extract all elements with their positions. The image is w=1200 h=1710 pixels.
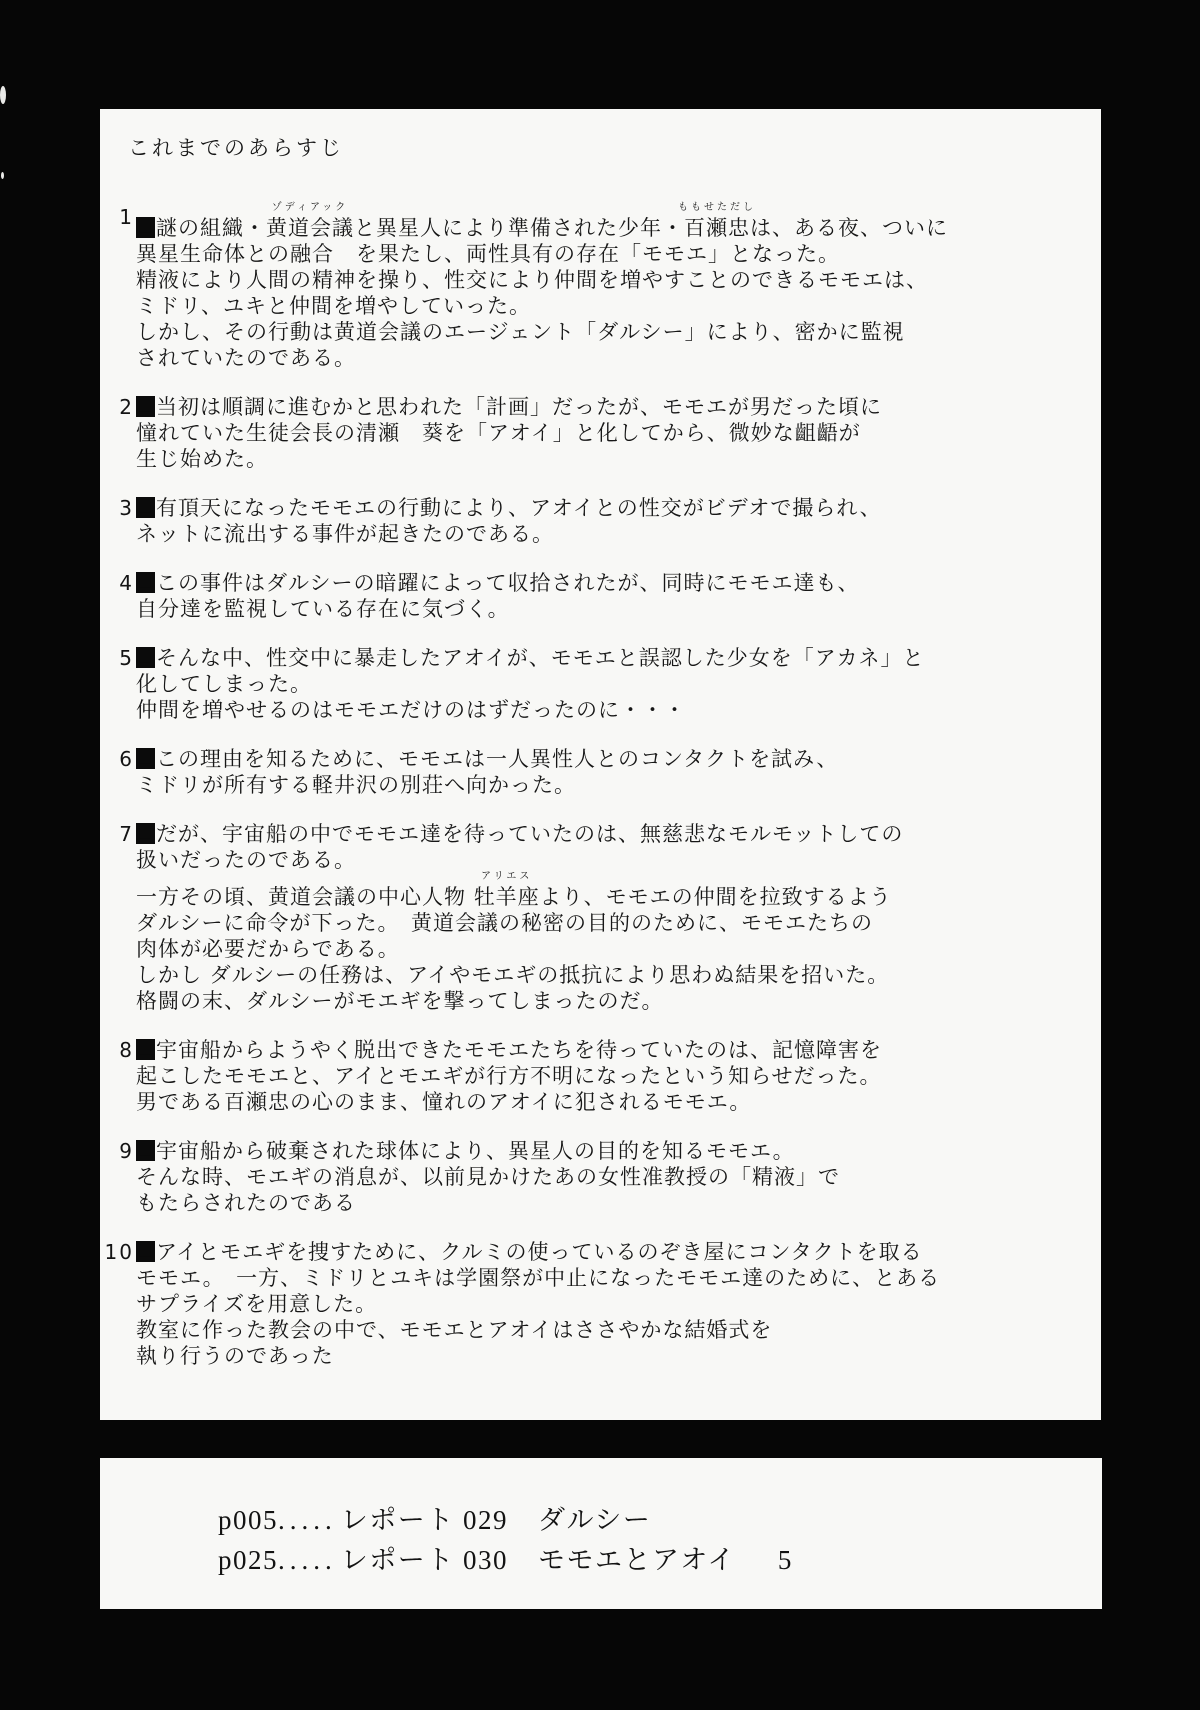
text-line (136, 1343, 1101, 1369)
paragraph-number: 2 (119, 395, 134, 419)
toc-report-label: レポート 029 (340, 1505, 508, 1535)
scan-artifact (1, 172, 4, 179)
text-run: 教室に作った教会の中で、モモエとアオイはささやかな結婚式を (136, 1318, 773, 1342)
text-line (136, 772, 1101, 798)
text-run: 男である百瀬忠の心のまま、憧れのアオイに犯されるモモエ。 (136, 1090, 752, 1114)
synopsis-paragraph (100, 1037, 1101, 1115)
synopsis-paragraph-list (100, 204, 1101, 1369)
text-line (136, 1138, 1101, 1164)
text-run: 仲間を増やせるのはモモエだけのはずだったのに・・・ (136, 698, 686, 722)
text-line (136, 1190, 1101, 1216)
text-line (136, 202, 1101, 241)
toc-volume: 5 (777, 1545, 793, 1575)
paragraph-body (136, 570, 1101, 622)
text-line (136, 1317, 1101, 1343)
toc-title: モモエとアオイ (538, 1545, 736, 1575)
text-line (136, 293, 1101, 319)
text-run: 生じ始めた。 (136, 447, 268, 471)
paragraph-number: 7 (119, 822, 134, 846)
paragraph-body (136, 1037, 1101, 1115)
text-run: 異星生命体との融合 を果たし、両性具有の存在「モモエ」となった。 (136, 242, 840, 266)
text-line (136, 267, 1101, 293)
text-line (136, 1239, 1101, 1265)
synopsis-paragraph (100, 204, 1101, 371)
text-line (136, 821, 1101, 847)
synopsis-paragraph (100, 570, 1101, 622)
paragraph-number: 4 (119, 571, 134, 595)
text-run: されていたのである。 (136, 346, 356, 370)
text-line (136, 345, 1101, 371)
text-line (136, 570, 1101, 596)
text-line (136, 521, 1101, 547)
text-line (136, 847, 1101, 873)
text-run: 当初は順調に進むかと思われた「計画」だったが、モモエが男だった頃に (156, 395, 882, 419)
toc-panel (100, 1458, 1102, 1609)
text-line (136, 241, 1101, 267)
text-run: 格闘の末、ダルシーがモエギを撃ってしまったのだ。 (136, 989, 664, 1013)
black-square-bullet: ■ (136, 217, 155, 238)
text-line (136, 936, 1101, 962)
text-line (136, 962, 1101, 988)
text-run: 有頂天になったモモエの行動により、アオイとの性交がビデオで撮られ、 (156, 496, 882, 520)
black-square-bullet: ■ (136, 823, 155, 844)
black-square-bullet: ■ (136, 1039, 155, 1060)
black-square-bullet: ■ (136, 1140, 155, 1161)
paragraph-number: 6 (119, 747, 134, 771)
text-run: 憧れていた生徒会長の清瀬 葵を「アオイ」と化してから、微妙な齟齬が (136, 421, 861, 445)
synopsis-paragraph (100, 746, 1101, 798)
black-square-bullet: ■ (136, 647, 155, 668)
synopsis-paragraph (100, 394, 1101, 472)
text-run: しかし、その行動は黄道会議のエージェント「ダルシー」により、密かに監視 (136, 320, 905, 344)
synopsis-paragraph (100, 645, 1101, 723)
toc-entry (218, 1540, 1102, 1580)
text-run: サプライズを用意した。 (136, 1292, 378, 1316)
text-run: 謎の組織・黄道会議 ゾディアック と異星人により準備された少年・百瀬忠 ももせただし は、ある夜、ついに (156, 202, 948, 240)
paragraph-body (136, 1138, 1101, 1216)
furigana-text: ももせただし (678, 202, 756, 213)
text-run: この理由を知るために、モモエは一人異性人とのコンタクトを試み、 (156, 747, 839, 771)
paragraph-body (136, 495, 1101, 547)
text-run: 化してしまった。 (136, 672, 312, 696)
text-run: しかし ダルシーの任務は、アイやモエギの抵抗により思わぬ結果を招いた。 (136, 963, 890, 987)
text-line (136, 671, 1101, 697)
furigana-text: アリエス (480, 871, 533, 882)
text-run: そんな時、モエギの消息が、以前見かけたあの女性准教授の「精液」で (136, 1165, 840, 1189)
text-run: 扱いだったのである。 (136, 848, 356, 872)
toc-dots: ..... (278, 1545, 337, 1575)
synopsis-paragraph (100, 495, 1101, 547)
paragraph-body (136, 746, 1101, 798)
paragraph-number: 1 (119, 205, 134, 229)
text-line (136, 697, 1101, 723)
text-line (136, 910, 1101, 936)
toc-page-number: p005 (218, 1505, 278, 1535)
toc-entry (218, 1500, 1102, 1540)
toc-list (100, 1458, 1102, 1580)
synopsis-paragraph (100, 1239, 1101, 1369)
black-square-bullet: ■ (136, 497, 155, 518)
black-square-bullet: ■ (136, 572, 155, 593)
paragraph-body (136, 645, 1101, 723)
text-run: ネットに流出する事件が起きたのである。 (136, 522, 554, 546)
text-run: ミドリ、ユキと仲間を増やしていった。 (136, 294, 531, 318)
text-run: 宇宙船から破棄された球体により、異星人の目的を知るモモエ。 (156, 1139, 795, 1163)
text-line (136, 446, 1101, 472)
paragraph-body (136, 204, 1101, 371)
text-run: だが、宇宙船の中でモモエ達を待っていたのは、無慈悲なモルモットしての (156, 822, 904, 846)
paragraph-number: 5 (119, 646, 134, 670)
toc-title: ダルシー (538, 1505, 652, 1535)
paragraph-body (136, 821, 1101, 1014)
text-run: ミドリが所有する軽井沢の別荘へ向かった。 (136, 773, 576, 797)
text-line (136, 394, 1101, 420)
text-run: この事件はダルシーの暗躍によって収拾されたが、同時にモモエ達も、 (156, 571, 860, 595)
synopsis-paragraph (100, 1138, 1101, 1216)
text-run: 精液により人間の精神を操り、性交により仲間を増やすことのできるモモエは、 (136, 268, 928, 292)
text-run: 肉体が必要だからである。 (136, 937, 400, 961)
furigana-group: 百瀬忠 ももせただし (678, 202, 756, 240)
paragraph-number: 8 (119, 1038, 134, 1062)
text-line (136, 1164, 1101, 1190)
synopsis-panel (100, 109, 1101, 1420)
text-line (136, 1037, 1101, 1063)
toc-report-label: レポート 030 (340, 1545, 508, 1575)
black-square-bullet: ■ (136, 396, 155, 417)
synopsis-paragraph (100, 821, 1101, 1014)
text-line (136, 1063, 1101, 1089)
toc-dots: ..... (278, 1505, 337, 1535)
paragraph-body (136, 394, 1101, 472)
furigana-group: 牡羊座 アリエス (473, 871, 540, 909)
text-run: 執り行うのであった (136, 1344, 334, 1368)
text-run: アイとモエギを捜すために、クルミの使っているのぞき屋にコンタクトを取る (156, 1240, 923, 1264)
text-line (136, 988, 1101, 1014)
text-line (136, 420, 1101, 446)
scan-artifact (0, 86, 6, 104)
text-line (136, 746, 1101, 772)
text-line (136, 871, 1101, 910)
text-run: 自分達を監視している存在に気づく。 (136, 597, 510, 621)
paragraph-number: 10 (104, 1240, 134, 1264)
text-run: ダルシーに命令が下った。 黄道会議の秘密の目的のために、モモエたちの (136, 911, 873, 935)
furigana-group: 黄道会議 ゾディアック (266, 202, 354, 240)
text-run: モモエ。 一方、ミドリとユキは学園祭が中止になったモモエ達のために、とある (136, 1266, 941, 1290)
text-line (136, 1265, 1101, 1291)
text-run: もたらされたのである (136, 1191, 356, 1215)
text-run: 起こしたモモエと、アイとモエギが行方不明になったという知らせだった。 (136, 1064, 882, 1088)
paragraph-number: 3 (119, 496, 134, 520)
text-run: そんな中、性交中に暴走したアオイが、モモエと誤認した少女を「アカネ」と (156, 646, 925, 670)
toc-page-number: p025 (218, 1545, 278, 1575)
synopsis-heading: これまでのあらすじ (128, 136, 344, 160)
black-square-bullet: ■ (136, 748, 155, 769)
black-square-bullet: ■ (136, 1241, 155, 1262)
text-run: 宇宙船からようやく脱出できたモモエたちを待っていたのは、記憶障害を (156, 1038, 882, 1062)
text-run: 一方その頃、黄道会議の中心人物 牡羊座 アリエス より、モモエの仲間を拉致するよう (136, 871, 892, 909)
text-line (136, 495, 1101, 521)
paragraph-body (136, 1239, 1101, 1369)
text-line (136, 596, 1101, 622)
paragraph-number: 9 (119, 1139, 134, 1163)
text-line (136, 319, 1101, 345)
text-line (136, 645, 1101, 671)
text-line (136, 1089, 1101, 1115)
furigana-text: ゾディアック (271, 202, 349, 213)
text-line (136, 1291, 1101, 1317)
